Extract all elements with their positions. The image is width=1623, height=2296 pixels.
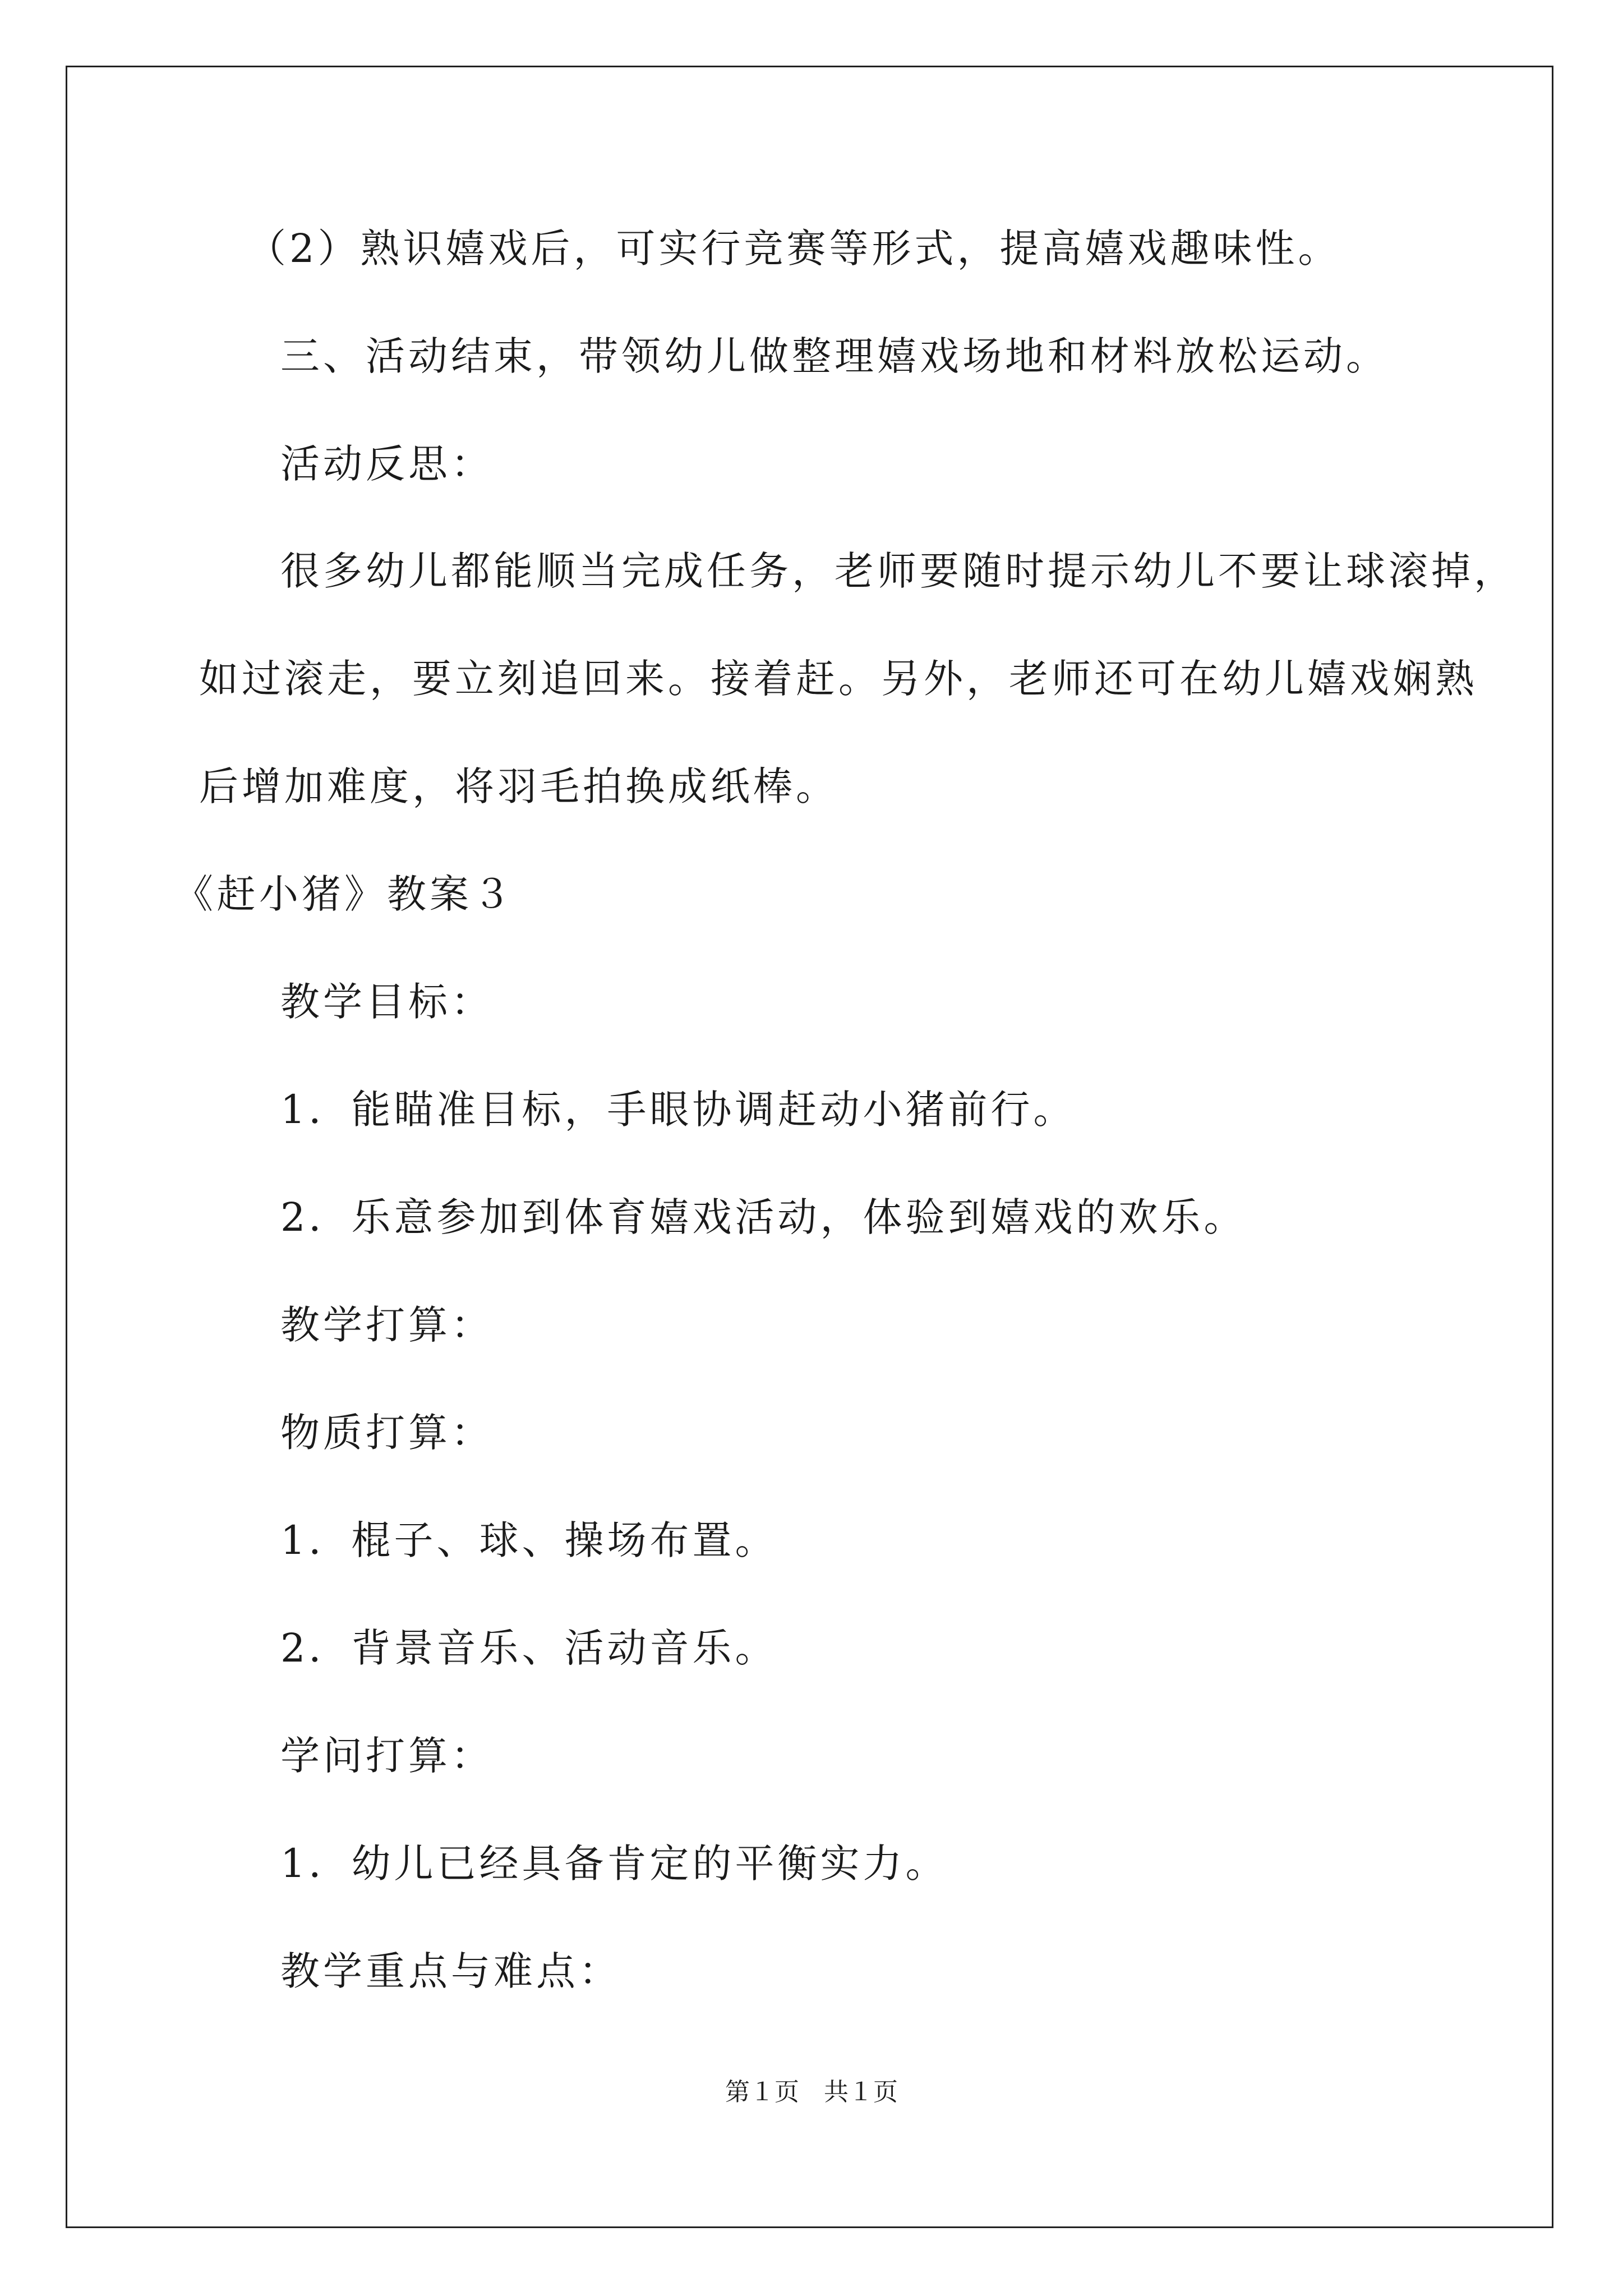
paragraph-line: 教学重点与难点： — [280, 1948, 621, 1994]
list-item: 2．背景音乐、活动音乐。 — [280, 1625, 778, 1671]
paragraph-line: 很多幼儿都能顺当完成任务，老师要随时提示幼儿不要让球滚掉， — [280, 548, 1516, 594]
list-item: 1．棍子、球、操场布置。 — [280, 1517, 778, 1563]
paragraph-line: 教学目标： — [280, 979, 494, 1025]
page-footer: 第１页 共１页 — [725, 2078, 898, 2106]
paragraph-line: 学问打算： — [280, 1733, 494, 1779]
paragraph-line: 后增加难度，将羽毛拍换成纸棒。 — [199, 763, 838, 809]
paragraph-line: 教学打算： — [280, 1302, 494, 1348]
paragraph-line: 三、活动结束，带领幼儿做整理嬉戏场地和材料放松运动。 — [280, 333, 1389, 379]
paragraph-line: 如过滚走，要立刻追回来。接着赶。另外，老师还可在幼儿嬉戏娴熟 — [199, 656, 1478, 702]
page-border — [66, 66, 1553, 2228]
list-item: 1．能瞄准目标，手眼协调赶动小猪前行。 — [280, 1087, 1076, 1133]
list-item: 2．乐意参加到体育嬉戏活动，体验到嬉戏的欢乐。 — [280, 1194, 1247, 1240]
section-heading: 《赶小猪》教案３ — [174, 871, 515, 917]
paragraph-line: 活动反思： — [280, 441, 494, 487]
list-item: 1．幼儿已经具备肯定的平衡实力。 — [280, 1841, 948, 1887]
paragraph-line: 物质打算： — [280, 1410, 494, 1456]
paragraph-line: （2）熟识嬉戏后，可实行竞赛等形式，提高嬉戏趣味性。 — [247, 226, 1341, 272]
